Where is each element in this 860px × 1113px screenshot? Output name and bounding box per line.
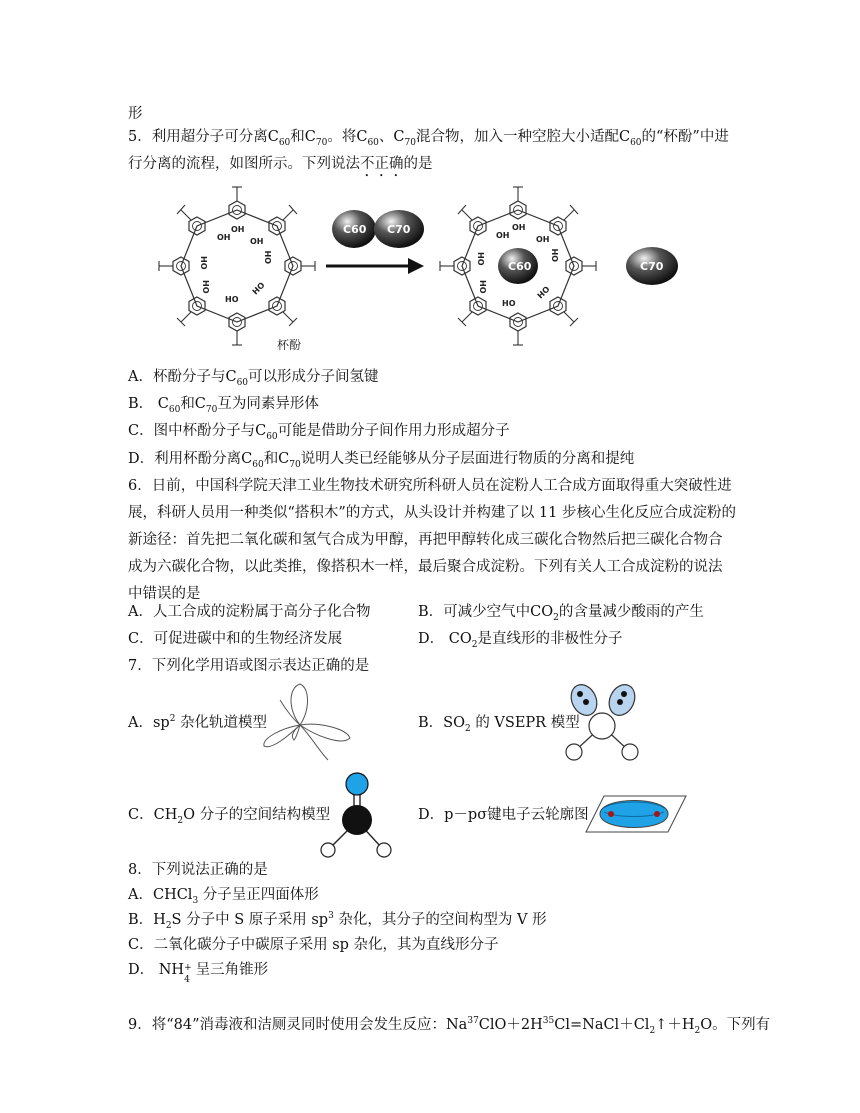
- calixarene-left: [159, 187, 315, 352]
- oh-label: OH: [551, 248, 560, 262]
- calixarene-separation-figure: [140, 180, 700, 355]
- q7-option-d: D．p－pσ键电子云轮廓图: [418, 807, 589, 823]
- reaction-arrow: [326, 258, 424, 274]
- calixarene-right: [440, 187, 596, 345]
- q6-option-c: C．可促进碳中和的生物经济发展: [128, 631, 343, 647]
- q4-tail-text: 形: [128, 106, 143, 122]
- q6-option-d: D． $CO_2$是直线形的非极性分子: [418, 631, 623, 650]
- c70-label: C70: [387, 223, 411, 236]
- p-p-sigma-bond-electron-cloud-diagram: [584, 790, 688, 838]
- c60-label: C60: [343, 223, 367, 236]
- q6-option-a: A．人工合成的淀粉属于高分子化合物: [128, 604, 371, 620]
- oh-label: OH: [250, 237, 264, 246]
- q5-stem-line1: 5．利用超分子可分离$C_{60}$和$C_{70}$。将$C_{60}$、$C_{70}$混合物，加入一种空腔大小适配$C_{60}$的“杯酚”中进: [128, 129, 729, 148]
- oh-label: OH: [231, 225, 245, 234]
- q8-option-c: C．二氧化碳分子中碳原子采用 sp 杂化，其为直线形分子: [128, 937, 499, 953]
- q6-stem-line: 新途径：首先把二氧化碳和氢气合成为甲醇，再把甲醇转化成三碳化合物然后把三碳化合物合: [128, 532, 723, 548]
- q5-option-a: A．杯酚分子与$C_{60}$可以形成分子间氢键: [128, 369, 379, 388]
- q8-option-b: B．$H_2S$ 分子中 S 原子采用 $sp^3$ 杂化，其分子的空间构型为 V 形: [128, 911, 547, 931]
- oh-label: OH: [536, 235, 550, 244]
- ho-label: HO: [502, 299, 516, 308]
- q6-stem-line: 中错误的是: [128, 586, 201, 602]
- q5-option-c: C．图中杯酚分子与$C_{60}$可能是借助分子间作用力形成超分子: [128, 423, 510, 442]
- q8-option-d: D． NH + 4 呈三角锥形: [128, 962, 269, 985]
- q9-stem: 9．将“84”消毒液和洁厕灵同时使用会发生反应：$Na^{37}ClO+2H^{35}Cl=NaCl+Cl_2↑+H_2O$。下列有: [128, 1016, 771, 1036]
- q6-stem-line: 成为六碳化合物，以此类推，像搭积木一样，最后聚合成淀粉。下列有关人工合成淀粉的说法: [128, 559, 723, 575]
- c70-ball-top: [374, 210, 424, 248]
- q7-stem: 7．下列化学用语或图示表达正确的是: [128, 658, 370, 674]
- c60-ball-inside: [498, 248, 538, 284]
- q7-option-c: C．$CH_2O$ 分子的空间结构模型: [128, 807, 331, 826]
- emphasis-not-correct: 不正确: [360, 156, 404, 172]
- q6-stem-line: 6．日前，中国科学院天津工业生物技术研究所科研人员在淀粉人工合成方面取得重大突破性进: [128, 478, 732, 494]
- q5-stem-line2: 行分离的流程，如图所示。下列说法不正确的是: [128, 156, 433, 172]
- q7-option-a: A．$sp^2$ 杂化轨道模型: [128, 714, 268, 731]
- ho-label: HO: [478, 280, 487, 294]
- oh-label: OH: [496, 231, 510, 240]
- q8-stem: 8．下列说法正确的是: [128, 862, 268, 878]
- sp2-hybrid-orbital-diagram: [258, 680, 358, 770]
- oh-label: OH: [264, 250, 273, 264]
- so2-vsepr-model-diagram: [562, 680, 642, 766]
- q6-option-b: B．可减少空气中$CO_2$的含量减少酸雨的产生: [418, 604, 704, 623]
- c60-ball-top: [332, 210, 376, 248]
- ho-label: HO: [250, 280, 267, 297]
- c70-ball-free: [626, 247, 678, 285]
- calixarene-label: 杯酚: [277, 338, 302, 352]
- ch2o-structure-model-diagram: [318, 770, 398, 860]
- ho-label: HO: [476, 252, 485, 266]
- oh-label: OH: [512, 223, 526, 232]
- q8-option-a: A．CHCl$_3$ 分子呈正四面体形: [128, 887, 319, 906]
- q7-option-b: B．$SO_2$ 的 VSEPR 模型: [418, 715, 580, 734]
- ho-label: HO: [199, 256, 208, 270]
- c60-label: C60: [508, 260, 532, 273]
- q5-option-d: D．利用杯酚分离$C_{60}$和$C_{70}$说明人类已经能够从分子层面进行物质的分离和提纯: [128, 451, 635, 470]
- oh-label: OH: [217, 233, 231, 242]
- q5-option-b: B． $C_{60}$和$C_{70}$互为同素异形体: [128, 396, 319, 415]
- ho-label: HO: [225, 295, 239, 304]
- c70-label: C70: [640, 260, 664, 273]
- ho-label: HO: [201, 280, 210, 294]
- ho-label: HO: [535, 284, 552, 301]
- q6-stem-line: 展，科研人员用一种类似“搭积木”的方式，从头设计并构建了以 11 步核心生化反应合成淀粉的: [128, 505, 736, 521]
